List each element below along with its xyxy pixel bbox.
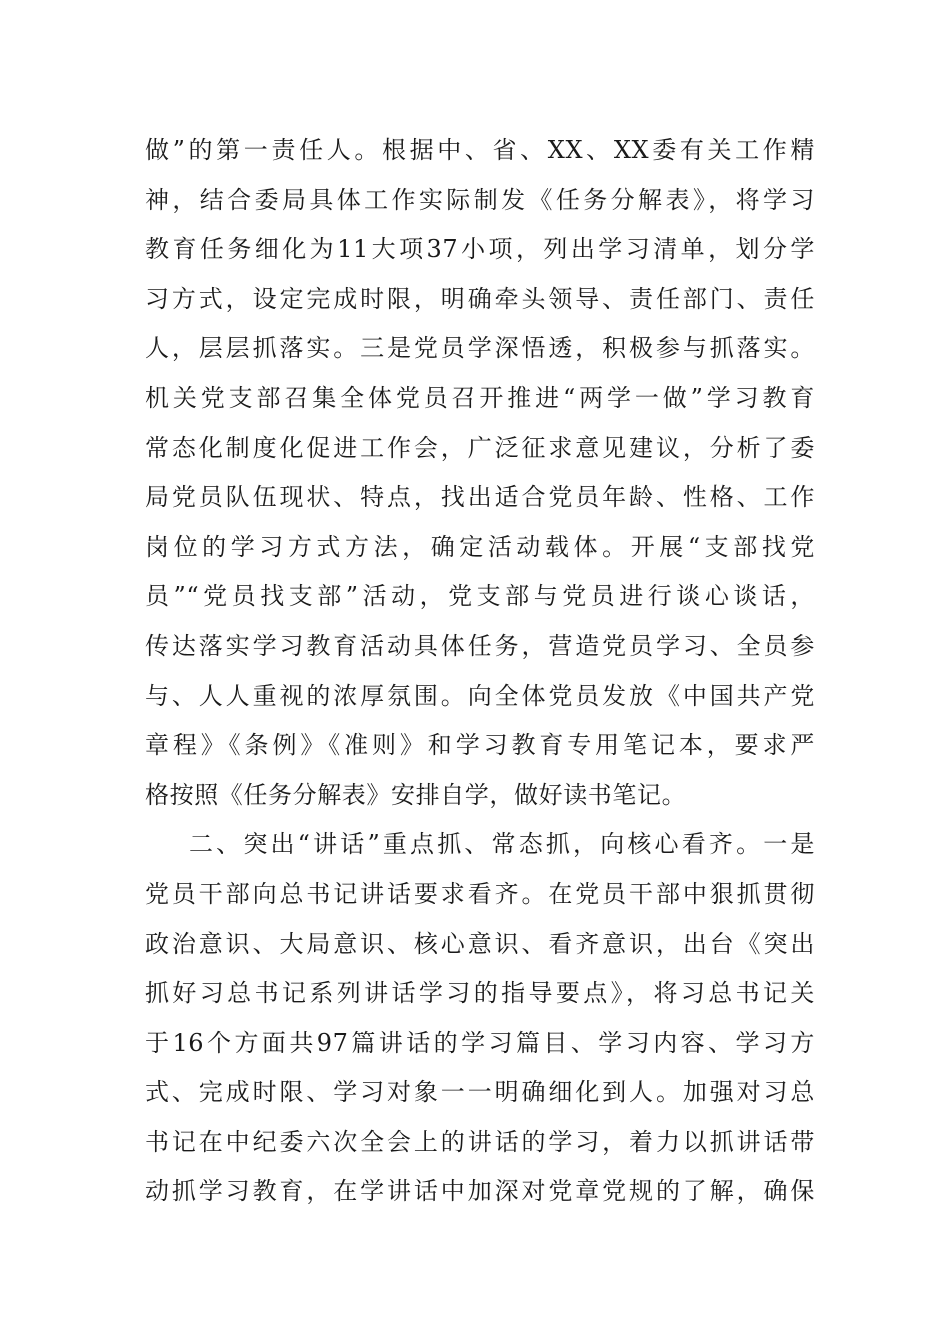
text-line: 式、完成时限、学习对象一一明确细化到人。加强对习总 (145, 1078, 815, 1107)
text-line: 局党员队伍现状、特点，找出适合党员年龄、性格、工作 (145, 483, 815, 512)
body-text (145, 126, 815, 1217)
text-line: 与、人人重视的浓厚氛围。向全体党员发放《中国共产党 (145, 681, 815, 710)
text-line: 动抓学习教育，在学讲话中加深对党章党规的了解，确保 (145, 1177, 815, 1206)
text-line-paragraph-start: 二、突出“讲话”重点抓、常态抓，向核心看齐。一是 (189, 830, 815, 859)
text-line: 习方式，设定完成时限，明确牵头领导、责任部门、责任 (145, 284, 815, 313)
text-line: 于16个方面共97篇讲话的学习篇目、学习内容、学习方 (145, 1028, 815, 1057)
text-line: 做”的第一责任人。根据中、省、XX、XX委有关工作精 (145, 136, 815, 164)
text-line: 章程》《条例》《准则》和学习教育专用笔记本，要求严 (145, 731, 815, 760)
text-line-paragraph-end: 格按照《任务分解表》安排自学，做好读书笔记。 (145, 780, 687, 809)
text-line: 党员干部向总书记讲话要求看齐。在党员干部中狠抓贯彻 (145, 879, 815, 908)
text-line: 书记在中纪委六次全会上的讲话的学习，着力以抓讲话带 (145, 1127, 815, 1156)
text-line: 机关党支部召集全体党员召开推进“两学一做”学习教育 (145, 383, 815, 412)
text-line: 传达落实学习教育活动具体任务，营造党员学习、全员参 (145, 631, 815, 660)
text-line: 政治意识、大局意识、核心意识、看齐意识，出台《突出 (145, 929, 815, 958)
text-line: 人，层层抓落实。三是党员学深悟透，积极参与抓落实。 (145, 334, 815, 363)
text-line: 常态化制度化促进工作会，广泛征求意见建议，分析了委 (145, 433, 815, 462)
text-line: 抓好习总书记系列讲话学习的指导要点》，将习总书记关 (145, 979, 815, 1008)
text-line: 岗位的学习方式方法，确定活动载体。开展“支部找党 (145, 532, 815, 561)
text-line: 神，结合委局具体工作实际制发《任务分解表》，将学习 (145, 185, 815, 214)
text-line: 员”“党员找支部”活动，党支部与党员进行谈心谈话， (145, 582, 815, 611)
text-line: 教育任务细化为11大项37小项，列出学习清单，划分学 (145, 235, 815, 264)
